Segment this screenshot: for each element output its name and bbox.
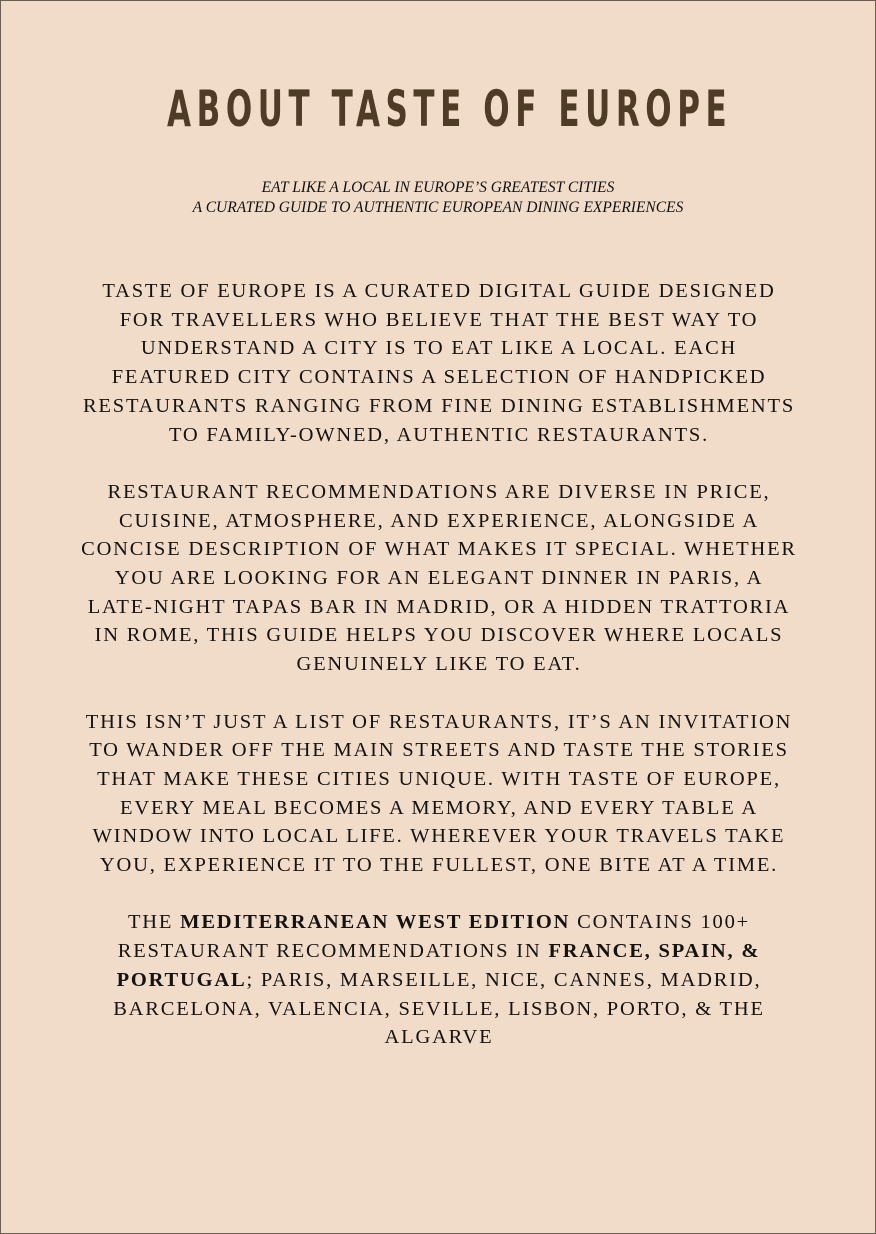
subtitle-block: [1, 178, 875, 218]
subtitle-line-1: EAT LIKE A LOCAL IN EUROPE’S GREATEST CITIES: [261, 179, 615, 196]
edition-text-1: THE: [127, 911, 181, 934]
page-title: ABOUT TASTE OF EUROPE: [167, 80, 733, 138]
edition-cities: ; PARIS, MARSEILLE, NICE, CANNES, MADRID, BARCELONA, VALENCIA, SEVILLE, LISBON, PORTO, & THE ALGARVE: [113, 968, 765, 1049]
paragraph-recommendations: RESTAURANT RECOMMENDATIONS ARE DIVERSE IN PRICE, CUISINE, ATMOSPHERE, AND EXPERIENCE, ALONGSIDE A CONCISE DESCRIPTION OF WHAT MAKES IT SPECIAL. WHETHER YOU ARE LOOKING FOR AN ELEGANT DINNER IN PARIS, A LATE-NIGHT TAPAS BAR IN MADRID, OR A HIDDEN TRATTORIA IN ROME, THIS GUIDE HELPS YOU DISCOVER WHERE LOCALS GENUINELY LIKE TO EAT.: [81, 480, 797, 676]
paragraph-intro: TASTE OF EUROPE IS A CURATED DIGITAL GUIDE DESIGNED FOR TRAVELLERS WHO BELIEVE THAT THE BEST WAY TO UNDERSTAND A CITY IS TO EAT LIKE A LOCAL. EACH FEATURED CITY CONTAINS A SELECTION OF HANDPICKED RESTAURANTS RANGING FROM FINE DINING ESTABLISHMENTS TO FAMILY-OWNED, AUTHENTIC RESTAURANTS.: [82, 280, 796, 446]
paragraph-edition: [79, 908, 799, 1052]
paragraph-invitation: THIS ISN’T JUST A LIST OF RESTAURANTS, IT’S AN INVITATION TO WANDER OFF THE MAIN STREETS AND TASTE THE STORIES THAT MAKE THESE CITIES UNIQUE. WITH TASTE OF EUROPE, EVERY MEAL BECOMES A MEMORY, AND EVERY TABLE A WINDOW INTO LOCAL LIFE. WHEREVER YOUR TRAVELS TAKE YOU, EXPERIENCE IT TO THE FULLEST, ONE BITE AT A TIME.: [85, 710, 793, 877]
subtitle-line-2: A CURATED GUIDE TO AUTHENTIC EUROPEAN DINING EXPERIENCES: [192, 199, 684, 216]
body-text: [79, 277, 799, 1081]
edition-text-2: CONTAINS 100+ RESTAURANT RECOMMENDATIONS IN: [117, 911, 751, 963]
edition-name: MEDITERRANEAN WEST EDITION: [180, 911, 571, 934]
edition-countries: FRANCE, SPAIN, & PORTUGAL: [116, 940, 761, 991]
